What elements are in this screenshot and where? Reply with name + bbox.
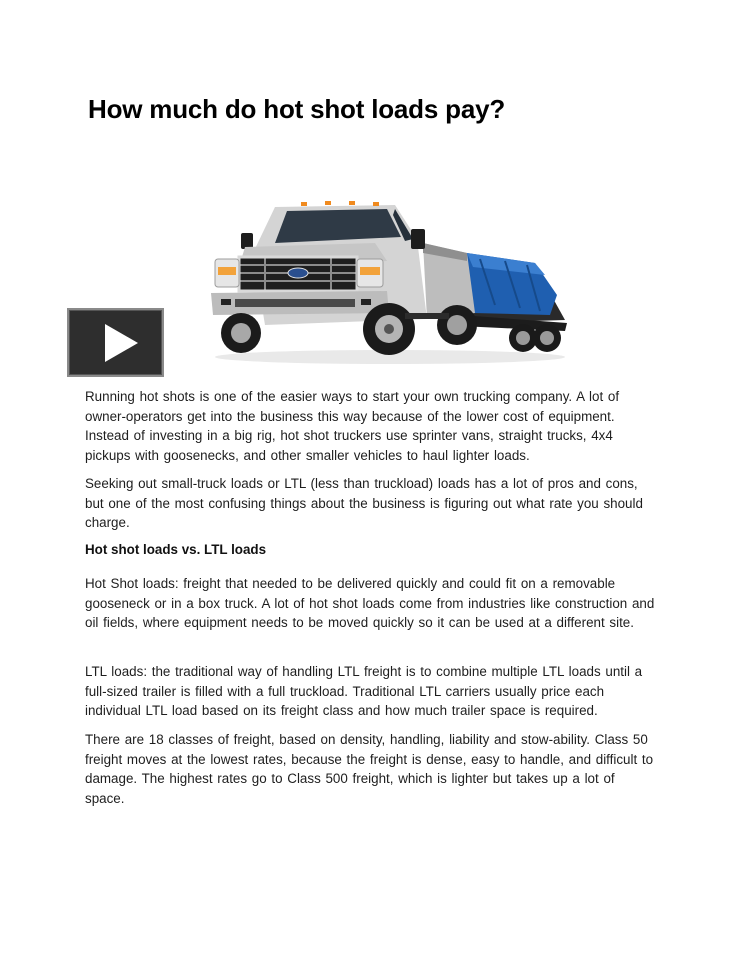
section-heading: Hot shot loads vs. LTL loads xyxy=(85,542,267,557)
paragraph-ltl-loads: LTL loads: the traditional way of handling LTL freight is to combine multiple LTL loads until a full-sized trailer is filled with a full truckload. Traditional LTL carriers usually price each individual LTL load based on its freight class and how much trailer space is required. xyxy=(85,664,643,719)
play-icon[interactable] xyxy=(105,324,138,362)
paragraph-rates: Seeking out small-truck loads or LTL (less than truckload) loads has a lot of pros and cons, but one of the most confusing things about the business is figuring out what rate you should charge. xyxy=(85,476,643,531)
paragraph-intro: Running hot shots is one of the easier ways to start your own trucking company. A lot of owner-operators get into the business this way because of the lower cost of equipment. Instead of investing in a big rig, hot shot truckers use sprinter vans, straight trucks, 4x4 pickups with goosenecks, and other smaller vehicles to haul lighter loads. xyxy=(85,389,620,463)
paragraph-hot-shot-loads: Hot Shot loads: freight that needed to be delivered quickly and could fit on a removable gooseneck or in a box truck. A lot of hot shot loads come from industries like construction and oil fields, where equipment needs to be moved quickly so it can be used at a different site. xyxy=(85,576,655,631)
hot-shot-truck-image xyxy=(205,195,575,370)
page-title: How much do hot shot loads pay? xyxy=(88,94,506,124)
paragraph-freight-classes: There are 18 classes of freight, based on density, handling, liability and stow-ability. Class 50 freight moves at the lowest rates, because the freight is dense, easy to handle, and difficult to damage. The highest rates go to Class 500 freight, which is lighter but takes up a lot of space. xyxy=(85,732,654,806)
video-play-button[interactable] xyxy=(67,308,164,377)
